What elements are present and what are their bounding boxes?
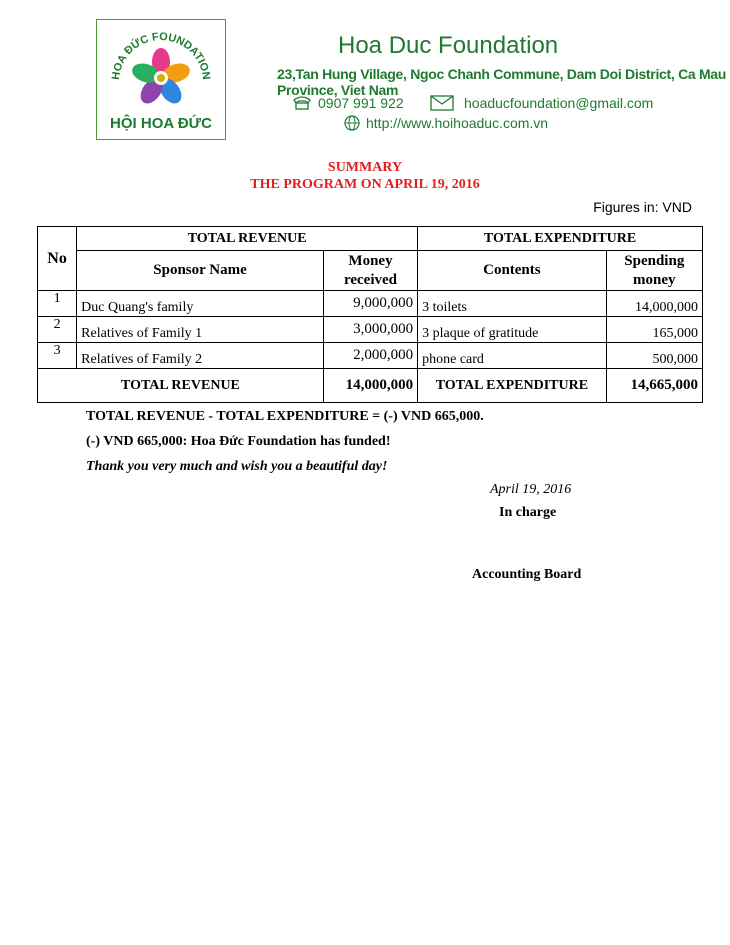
- thank-you-line: Thank you very much and wish you a beautiful day!: [86, 459, 388, 474]
- summary-title: SUMMARY: [327, 160, 403, 175]
- header-contents: Contents: [418, 251, 606, 291]
- header-no: No: [38, 227, 77, 291]
- in-charge-label: In charge: [499, 505, 557, 520]
- logo-arc-text: HOA ĐỨC FOUNDATION: [109, 30, 213, 81]
- phone-contact: [292, 95, 404, 111]
- header-money-received: Money received: [323, 251, 417, 291]
- total-revenue-value: 14,000,000: [323, 369, 417, 403]
- website-link[interactable]: http://www.hoihoaduc.com.vn: [366, 115, 549, 131]
- website-contact[interactable]: [344, 115, 548, 131]
- program-title: THE PROGRAM ON APRIL 19, 2016: [250, 177, 480, 192]
- foundation-logo: [96, 19, 226, 140]
- accounting-board-label: Accounting Board: [472, 567, 582, 582]
- globe-icon: [344, 115, 360, 131]
- totals-row: [38, 369, 703, 403]
- email-address[interactable]: hoaducfoundation@gmail.com: [464, 95, 654, 111]
- summary-table: [37, 226, 703, 403]
- table-row: 1 Duc Quang's family 9,000,000 3 toilets 14,000,000: [38, 291, 703, 317]
- logo-name: HỘI HOA ĐỨC: [110, 115, 212, 132]
- table-row: 3 Relatives of Family 2 2,000,000 phone card 500,000: [38, 343, 703, 369]
- phone-icon: [292, 95, 312, 111]
- phone-number: 0907 991 922: [318, 95, 404, 111]
- funding-line: (-) VND 665,000: Hoa Đức Foundation has funded!: [86, 434, 391, 449]
- total-expenditure-value: 14,665,000: [606, 369, 702, 403]
- header-spending-money: Spending money: [606, 251, 702, 291]
- envelope-icon: [430, 95, 454, 111]
- header-total-expenditure: TOTAL EXPENDITURE: [418, 227, 703, 251]
- total-revenue-label: TOTAL REVENUE: [38, 369, 324, 403]
- org-name: Hoa Duc Foundation: [338, 32, 559, 59]
- header-total-revenue: TOTAL REVENUE: [77, 227, 418, 251]
- header-sponsor-name: Sponsor Name: [77, 251, 324, 291]
- total-expenditure-label: TOTAL EXPENDITURE: [418, 369, 606, 403]
- table-row: 2 Relatives of Family 1 3,000,000 3 plaque of gratitude 165,000: [38, 317, 703, 343]
- balance-line: TOTAL REVENUE - TOTAL EXPENDITURE = (-) VND 665,000.: [86, 409, 484, 424]
- flower-icon: [130, 48, 193, 108]
- signature-date: April 19, 2016: [490, 482, 572, 497]
- email-contact[interactable]: [430, 95, 653, 111]
- currency-note: Figures in: VND: [593, 199, 692, 215]
- org-address: 23,Tan Hung Village, Ngoc Chanh Commune, Dam Doi District, Ca Mau Province, Viet Nam: [277, 66, 727, 98]
